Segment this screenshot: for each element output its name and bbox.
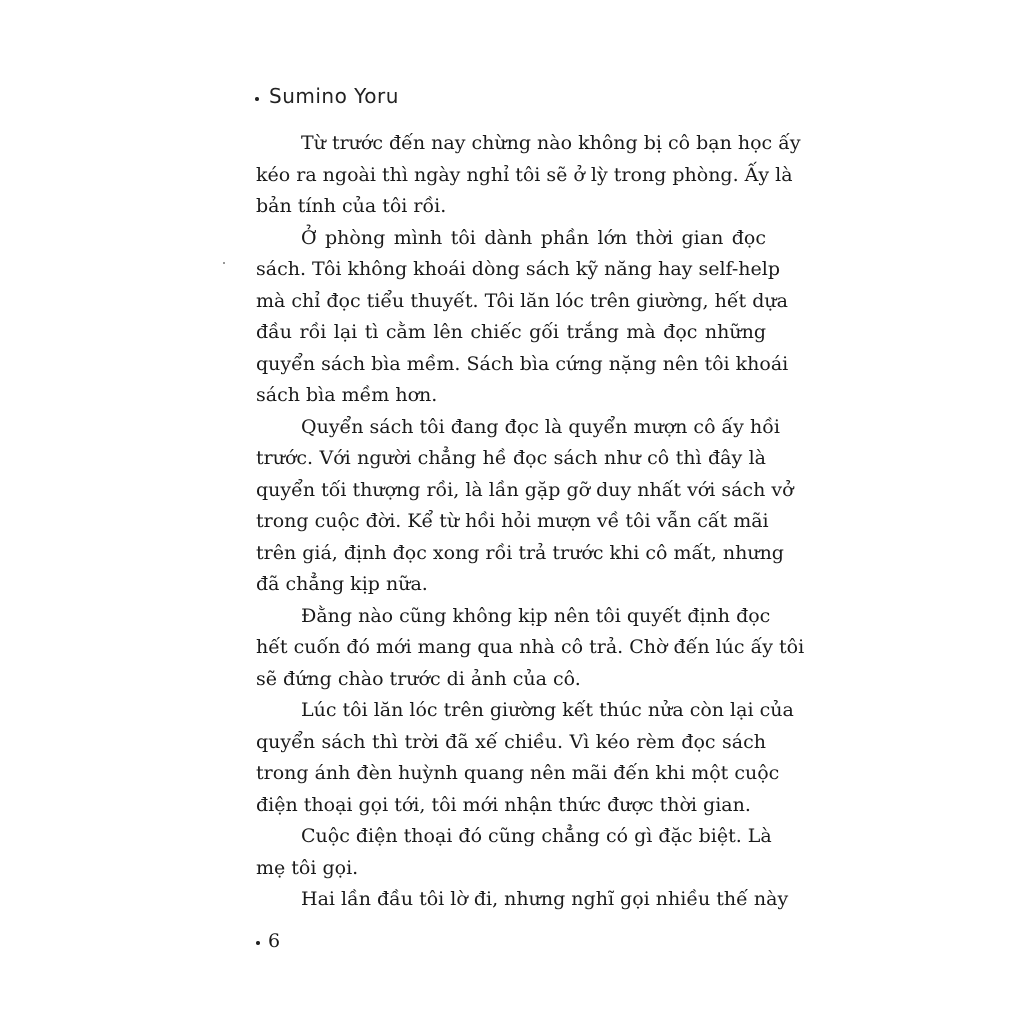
- text-line: Hai lần đầu tôi lờ đi, nhưng nghĩ gọi nhiều thế này: [301, 888, 789, 910]
- text-line: mẹ tôi gọi.: [256, 856, 359, 879]
- text-line: Cuộc điện thoại đó cũng chẳng có gì đặc biệt. Là: [301, 825, 772, 847]
- text-line: quyển sách thì trời đã xế chiều. Vì kéo rèm đọc sách: [256, 730, 766, 753]
- text-line: Ở phòng mình tôi dành phần lớn thời gian đọc: [301, 226, 766, 249]
- body-text: [256, 128, 805, 916]
- text-line: quyển sách bìa mềm. Sách bìa cứng nặng nên tôi khoái: [256, 352, 789, 375]
- text-line: điện thoại gọi tới, tôi mới nhận thức được thời gian.: [256, 793, 751, 816]
- text-line: kéo ra ngoài thì ngày nghỉ tôi sẽ ở lỳ trong phòng. Ấy là: [256, 163, 793, 186]
- author-name: Sumino Yoru: [269, 84, 399, 108]
- text-line: sẽ đứng chào trước di ảnh của cô.: [256, 667, 581, 690]
- stray-ink-mark: [223, 262, 225, 264]
- text-line: trong cuộc đời. Kể từ hồi hỏi mượn về tôi vẫn cất mãi: [256, 510, 769, 532]
- text-line: quyển tối thượng rồi, là lần gặp gỡ duy nhất với sách vở: [256, 478, 794, 501]
- text-line: hết cuốn đó mới mang qua nhà cô trả. Chờ đến lúc ấy tôi: [256, 636, 805, 658]
- page-number-bullet: [256, 941, 260, 945]
- text-line: bản tính của tôi rồi.: [256, 195, 447, 217]
- text-line: trong ánh đèn huỳnh quang nên mãi đến khi một cuộc: [256, 762, 780, 784]
- text-line: Đằng nào cũng không kịp nên tôi quyết định đọc: [301, 604, 771, 627]
- text-line: đầu rồi lại tì cằm lên chiếc gối trắng mà đọc những: [256, 321, 766, 343]
- text-line: sách bìa mềm hơn.: [256, 384, 438, 406]
- text-line: Lúc tôi lăn lóc trên giường kết thúc nửa còn lại của: [301, 699, 794, 721]
- text-line: trước. Với người chẳng hề đọc sách như cô thì đây là: [256, 447, 766, 469]
- text-line: đã chẳng kịp nữa.: [256, 573, 428, 595]
- text-line: trên giá, định đọc xong rồi trả trước khi cô mất, nhưng: [256, 541, 784, 564]
- running-header: [255, 84, 399, 108]
- page-number-value: 6: [268, 930, 281, 952]
- header-bullet: [255, 97, 259, 101]
- page-number: [256, 930, 280, 952]
- text-line: mà chỉ đọc tiểu thuyết. Tôi lăn lóc trên giường, hết dựa: [256, 289, 788, 312]
- text-line: Quyển sách tôi đang đọc là quyển mượn cô ấy hồi: [301, 415, 780, 438]
- text-line: sách. Tôi không khoái dòng sách kỹ năng hay self-help: [256, 258, 781, 280]
- text-line: Từ trước đến nay chừng nào không bị cô bạn học ấy: [301, 132, 801, 154]
